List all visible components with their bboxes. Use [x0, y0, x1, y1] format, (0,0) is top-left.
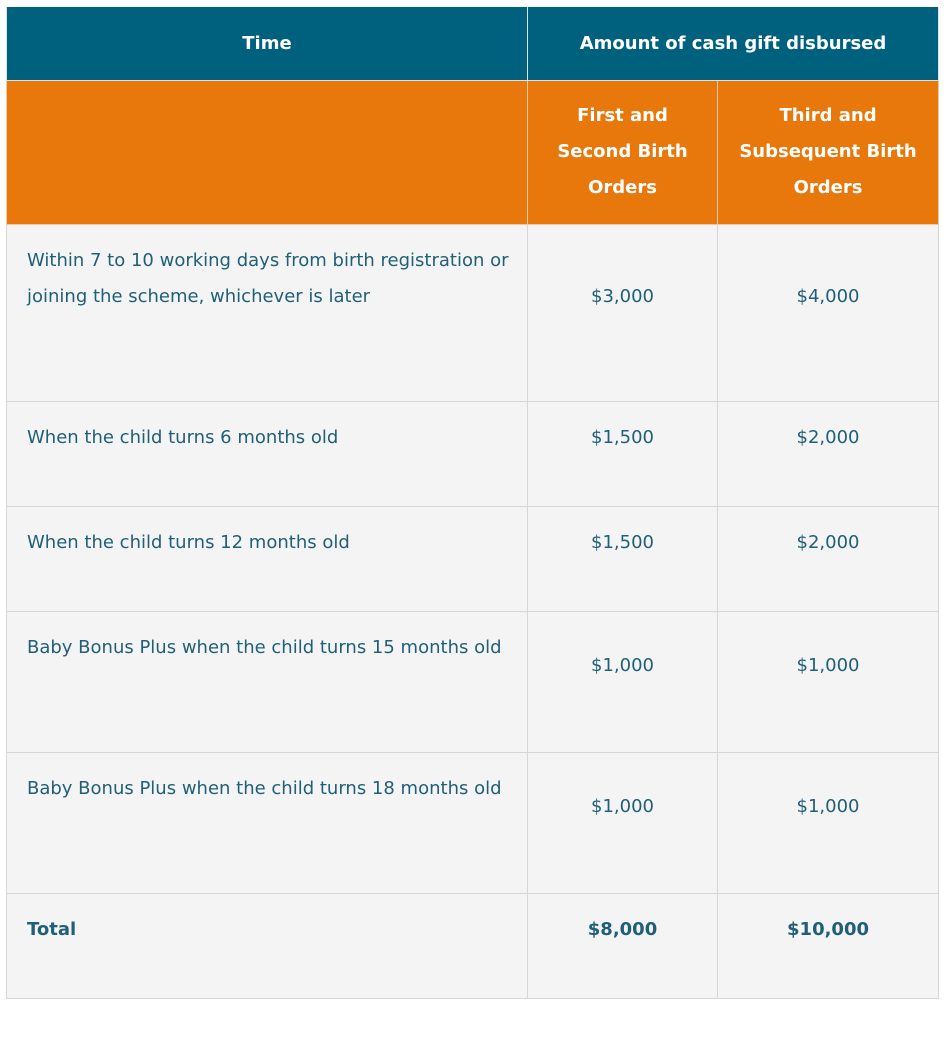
first-second-amount: $3,000: [528, 224, 718, 401]
header-row-sub: [7, 80, 939, 224]
total-label: Total: [7, 893, 528, 998]
third-subsequent-amount: $2,000: [718, 506, 939, 611]
first-second-amount: $1,000: [528, 611, 718, 752]
first-second-amount: $1,000: [528, 752, 718, 893]
table-row: [7, 224, 939, 401]
first-second-amount: $1,500: [528, 401, 718, 506]
third-subsequent-amount: $2,000: [718, 401, 939, 506]
third-subsequent-amount: $4,000: [718, 224, 939, 401]
table-row: [7, 401, 939, 506]
header-row-main: [7, 7, 939, 80]
time-cell: When the child turns 6 months old: [7, 401, 528, 506]
header-time: Time: [7, 7, 528, 80]
total-first-second: $8,000: [528, 893, 718, 998]
total-third-subsequent: $10,000: [718, 893, 939, 998]
cash-gift-table: [6, 7, 939, 999]
third-subsequent-amount: $1,000: [718, 611, 939, 752]
total-row: [7, 893, 939, 998]
table-row: [7, 506, 939, 611]
header-first-second: First and Second Birth Orders: [528, 80, 718, 224]
table-row: [7, 752, 939, 893]
table-row: [7, 611, 939, 752]
third-subsequent-amount: $1,000: [718, 752, 939, 893]
header-time-empty: [7, 80, 528, 224]
header-amount: Amount of cash gift disbursed: [528, 7, 939, 80]
time-cell: Baby Bonus Plus when the child turns 18 months old: [7, 752, 528, 893]
cash-gift-table-container: [6, 7, 938, 999]
time-cell: Baby Bonus Plus when the child turns 15 months old: [7, 611, 528, 752]
time-cell: When the child turns 12 months old: [7, 506, 528, 611]
header-third-subsequent: Third and Subsequent Birth Orders: [718, 80, 939, 224]
first-second-amount: $1,500: [528, 506, 718, 611]
time-cell: Within 7 to 10 working days from birth registration or joining the scheme, whichever is later: [7, 224, 528, 401]
